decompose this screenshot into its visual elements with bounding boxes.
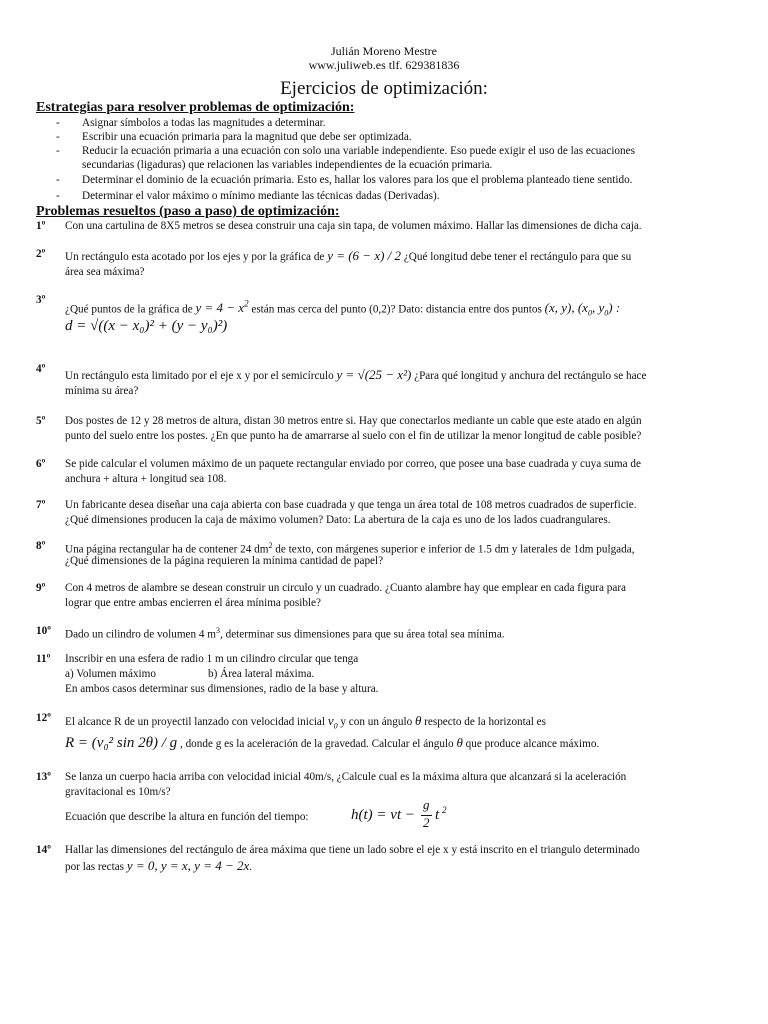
bullet-dash: - bbox=[56, 190, 60, 202]
strategies-heading: Estrategias para resolver problemas de optimización: bbox=[36, 100, 355, 115]
problem-number: 10º bbox=[36, 625, 51, 637]
problem-text-part: Un rectángulo esta acotado por los ejes y por la gráfica de bbox=[65, 251, 325, 263]
problem-text-part: ¿Qué puntos de la gráfica de bbox=[65, 303, 193, 316]
range-formula: R = (v₀² sin 2θ) / g bbox=[65, 735, 178, 751]
math-points: (x, y), ($x_0$, $y_0$) : bbox=[544, 300, 621, 318]
problem-number: 3º bbox=[36, 294, 46, 306]
strategy-text: Reducir la ecuación primaria a una ecuación con solo una variable independiente. Eso puede exigir el uso de las ecuaciones bbox=[82, 145, 635, 157]
math-theta: θ bbox=[456, 735, 463, 750]
math-expression: y = √(25 − x²) bbox=[336, 367, 412, 382]
problem-text: Con una cartulina de 8X5 metros se desea construir una caja sin tapa, de volumen máximo. Hallar las dimensiones de dicha caja. bbox=[65, 220, 642, 232]
strategy-text: secundarias (ligaduras) que relacionen las variables independientes de la ecuación primaria. bbox=[82, 159, 493, 171]
height-equation-label: Ecuación que describe la altura en función del tiempo: bbox=[65, 811, 309, 823]
problem-number: 2º bbox=[36, 248, 46, 260]
problem-text-part: están mas cerca del punto (0,2)? Dato: distancia entre dos puntos bbox=[251, 303, 542, 316]
problem-number: 6º bbox=[36, 458, 46, 470]
option-b: b) Área lateral máxima. bbox=[208, 668, 315, 680]
problem-number: 4º bbox=[36, 363, 46, 375]
problem-text-part: ¿Qué longitud debe tener el rectángulo para que su bbox=[403, 251, 632, 263]
bullet-dash: - bbox=[56, 145, 60, 157]
author-contact: www.juliweb.es tlf. 629381836 bbox=[308, 58, 460, 72]
math-v0: $v_0$ bbox=[327, 713, 338, 731]
line-equations: y = 0, y = x, y = 4 − 2x bbox=[126, 858, 250, 873]
problem-text-part: Un rectángulo esta limitado por el eje x y por el semicírculo bbox=[65, 370, 334, 382]
math-expression: $y = 4 - x^2$ bbox=[195, 299, 249, 316]
problem-text-part: ¿Para qué longitud y anchura del rectángulo se hace bbox=[414, 370, 647, 382]
bullet-dash: - bbox=[56, 117, 60, 129]
problem-number: 9º bbox=[36, 582, 46, 594]
problem-number: 1º bbox=[36, 220, 46, 232]
problem-number: 12º bbox=[36, 712, 51, 724]
strategy-text: Asignar símbolos a todas las magnitudes a determinar. bbox=[82, 117, 326, 129]
problem-number: 14º bbox=[36, 844, 51, 856]
distance-formula: d = √((x − x₀)² + (y − y₀)²) bbox=[65, 318, 228, 334]
option-a: a) Volumen máximo bbox=[65, 668, 156, 680]
bullet-dash: - bbox=[56, 174, 60, 186]
math-theta: θ bbox=[414, 713, 422, 728]
problem-number: 5º bbox=[36, 415, 46, 427]
problem-number: 11º bbox=[36, 653, 51, 665]
problem-number: 7º bbox=[36, 499, 46, 511]
problem-number: 8º bbox=[36, 540, 46, 552]
strategy-text: Determinar el valor máximo o mínimo mediante las técnicas dadas (Derivadas). bbox=[82, 190, 440, 202]
bullet-dash: - bbox=[56, 131, 60, 143]
document-page: Julián Moreno Mestre www.juliweb.es tlf. 629381836 Ejercicios de optimización: Estrategias para resolver problemas de optimización: - Asignar símbolos a todas las magnitudes a determinar. - Escribir una ecuación primaria para la magnitud que debe ser optimizada. - Reducir la ecuación primaria a una ecuación con solo una variable independiente. Eso puede exigir el uso de las ecuaciones secundarias (ligaduras) que relacionen las variables independientes de la ecuación primaria. - Determinar el dominio de la ecuación primaria. Esto es, hallar los valores para los que el problema planteado tiene sentido. - Determinar el valor máximo o mínimo mediante las técnicas dadas (Derivadas). Problemas resueltos (paso a paso) de optimización: 1º Con una cartulina de 8X5 metros se desea construir una caja sin tapa, de volumen máximo. Hallar las dimensiones de dicha caja. 2º Un rectángulo esta acotado por los ejes y por la gráfica de y = (6 − x) / 2 ¿Qué longitud debe tener el rectángulo para que su área sea máxima? 3º ¿Qué puntos de la gráfica de $y = 4 - x^2$ están mas cerca del punto (0,2)? Dato: distancia entre dos puntos (x, y), ($x_0$, $y_0$) : d = √((x − x₀)² + (y − y₀)²) 4º Un rectángulo esta limitado por el eje x y por el semicírculo y = √(25 − x²) ¿Para qué longitud y anchura del rectángulo se hace mínima su área? 5º Dos postes de 12 y 28 metros de altura, distan 30 metros entre si. Hay que conectarlos mediante un cable que este atado en algún punto del suelo entre los postes. ¿En que punto ha de amarrarse al suelo con el fin de utilizar la menor longitud de cable posible? 6º Se pide calcular el volumen máximo de un paquete rectangular enviado por correo, que posee una base cuadrada y cuya suma de anchura + altura + longitud sea 108. 7º Un fabricante desea diseñar una caja abierta con base cuadrada y que tenga un área total de 108 metros cuadrados de superficie. ¿Qué dimensiones producen la caja de máximo volumen? Dato: La abertura de la caja es uno de los lados cuadrangulares. 8º Una página rectangular ha de contener 24 $dm^2$ de texto, con márgenes superior e inferior de 1.5 dm y laterales de 1dm pulgada, ¿Qué dimensiones de la página requieren la mínima cantidad de papel? 9º Con 4 metros de alambre se desean construir un circulo y un cuadrado. ¿Cuanto alambre hay que emplear en cada figura para lograr que entre ambas encierren el área mínima posible? 10º Dado un cilindro de volumen 4 $m^3$, determinar sus dimensiones para que su área total sea mínima. 11º Inscribir en una esfera de radio 1 m un cilindro circular que tenga a) Volumen máximo b) Área lateral máxima. En ambos casos determinar sus dimensiones, radio de la base y altura. 12º El alcance R de un proyectil lanzado con velocidad inicial $v_0$ y con un ángulo θ respecto de la horizontal es R = (v₀² sin 2θ) / g , donde g es la aceleración de la gravedad. Calcular el ángulo θ que produce alcance máximo. 13º Se lanza un cuerpo hacia arriba con velocidad inicial 40m/s, ¿Calcule cual es la máxima altura que alcanzará si la aceleración gravitacional es 10m/s? Ecuación que describe la altura en función del tiempo: h(t) = vt − g 2 t 2 14º Hallar las dimensiones del rectángulo de área máxima que tiene un lado sobre el eje x y está inscrito en el triangulo determinado por las rectas y = 0, y = x, y = 4 − 2x. bbox=[0, 0, 768, 1024]
author-name: Julián Moreno Mestre bbox=[331, 44, 437, 58]
strategy-text: Determinar el dominio de la ecuación primaria. Esto es, hallar los valores para los que el problema planteado tiene sentido. bbox=[82, 174, 633, 186]
problem-text-part: mínima su área? bbox=[65, 385, 139, 397]
problem-text-part: área sea máxima? bbox=[65, 266, 145, 278]
strategy-text: Escribir una ecuación primaria para la magnitud que debe ser optimizada. bbox=[82, 131, 412, 143]
problems-heading: Problemas resueltos (paso a paso) de optimización: bbox=[36, 204, 340, 219]
math-expression: y = (6 − x) / 2 bbox=[327, 248, 402, 263]
problem-number: 13º bbox=[36, 771, 51, 783]
page-title: Ejercicios de optimización: bbox=[280, 78, 488, 99]
